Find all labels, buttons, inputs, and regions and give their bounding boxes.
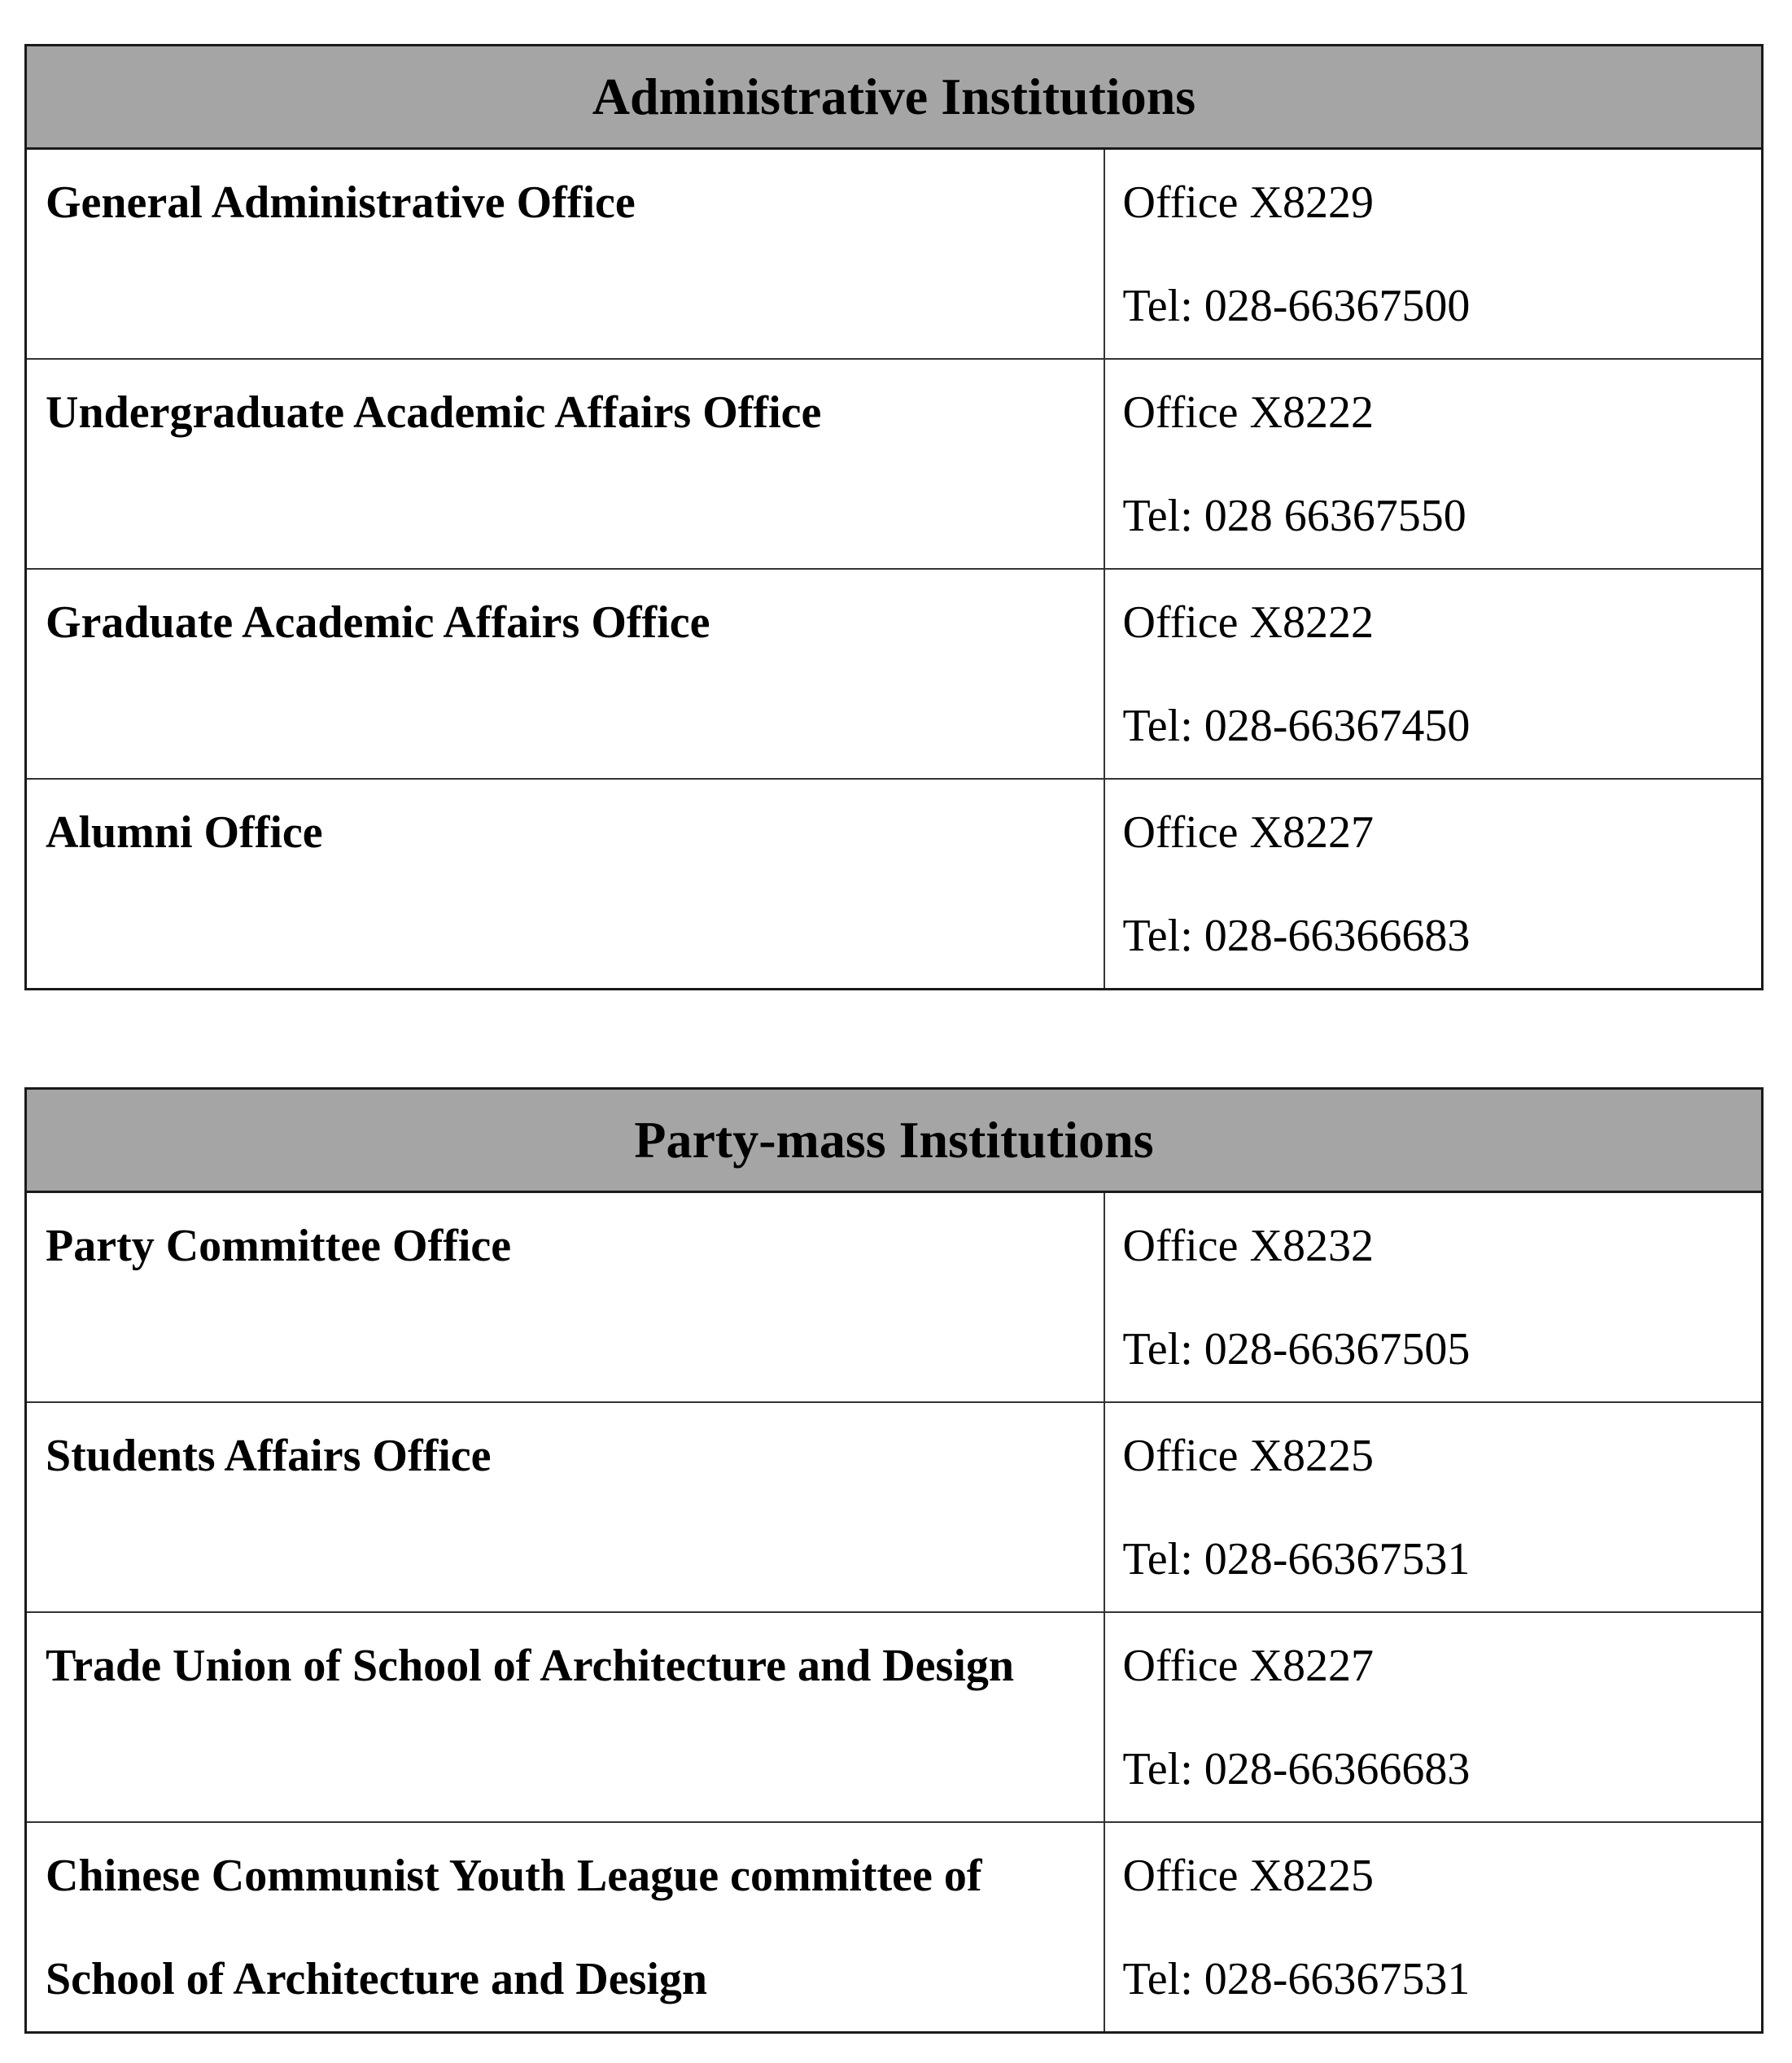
telephone: Tel: 028-66367450 — [1122, 701, 1471, 751]
contact-cell — [1104, 569, 1763, 779]
office-number: Office X8232 — [1122, 1221, 1374, 1271]
institution-name — [26, 1822, 1104, 2033]
section-title: Administrative Institutions — [26, 46, 1763, 149]
contact-cell — [1104, 1402, 1763, 1612]
administrative-institutions-table — [24, 44, 1764, 990]
contact-cell — [1104, 1612, 1763, 1822]
table-row — [26, 569, 1763, 779]
institution-name-line: Students Affairs Office — [46, 1431, 492, 1481]
telephone: Tel: 028 66367550 — [1122, 491, 1466, 541]
table-row — [26, 149, 1763, 360]
contact-cell — [1104, 359, 1763, 569]
institution-name — [26, 1192, 1104, 1403]
section-title: Party-mass Institutions — [26, 1089, 1763, 1192]
office-number: Office X8227 — [1122, 1641, 1374, 1691]
institution-name-line: Alumni Office — [46, 807, 323, 858]
contact-cell — [1104, 1822, 1763, 2033]
office-number: Office X8229 — [1122, 177, 1374, 228]
institution-name — [26, 149, 1104, 360]
party-mass-institutions-table — [24, 1087, 1764, 2034]
telephone: Tel: 028-66367500 — [1122, 281, 1471, 331]
contact-cell — [1104, 149, 1763, 360]
institution-name-line: Trade Union of School of Architecture and Design — [46, 1641, 1015, 1691]
institution-name — [26, 569, 1104, 779]
institution-name-line: School of Architecture and Design — [46, 1954, 708, 2004]
telephone: Tel: 028-66367531 — [1122, 1534, 1471, 1584]
institution-name-line: Party Committee Office — [46, 1221, 512, 1271]
table-row — [26, 1402, 1763, 1612]
institution-name — [26, 1612, 1104, 1822]
institution-name-line: General Administrative Office — [46, 177, 636, 228]
institution-name-line: Graduate Academic Affairs Office — [46, 597, 710, 648]
telephone: Tel: 028-66366683 — [1122, 1744, 1471, 1794]
telephone: Tel: 028-66367531 — [1122, 1954, 1471, 2004]
institution-name-line: Chinese Communist Youth League committee of — [46, 1851, 982, 1901]
office-number: Office X8225 — [1122, 1431, 1374, 1481]
telephone: Tel: 028-66367505 — [1122, 1324, 1471, 1375]
table-row — [26, 359, 1763, 569]
contact-cell — [1104, 1192, 1763, 1403]
institution-name — [26, 1402, 1104, 1612]
table-row — [26, 1822, 1763, 2033]
table-row — [26, 1192, 1763, 1403]
institution-name — [26, 779, 1104, 990]
table-row — [26, 779, 1763, 990]
office-number: Office X8225 — [1122, 1851, 1374, 1901]
institution-name-line: Undergraduate Academic Affairs Office — [46, 387, 822, 438]
contact-cell — [1104, 779, 1763, 990]
telephone: Tel: 028-66366683 — [1122, 911, 1471, 961]
office-number: Office X8222 — [1122, 387, 1374, 438]
institution-name — [26, 359, 1104, 569]
table-row — [26, 1612, 1763, 1822]
office-number: Office X8227 — [1122, 807, 1374, 858]
office-number: Office X8222 — [1122, 597, 1374, 648]
